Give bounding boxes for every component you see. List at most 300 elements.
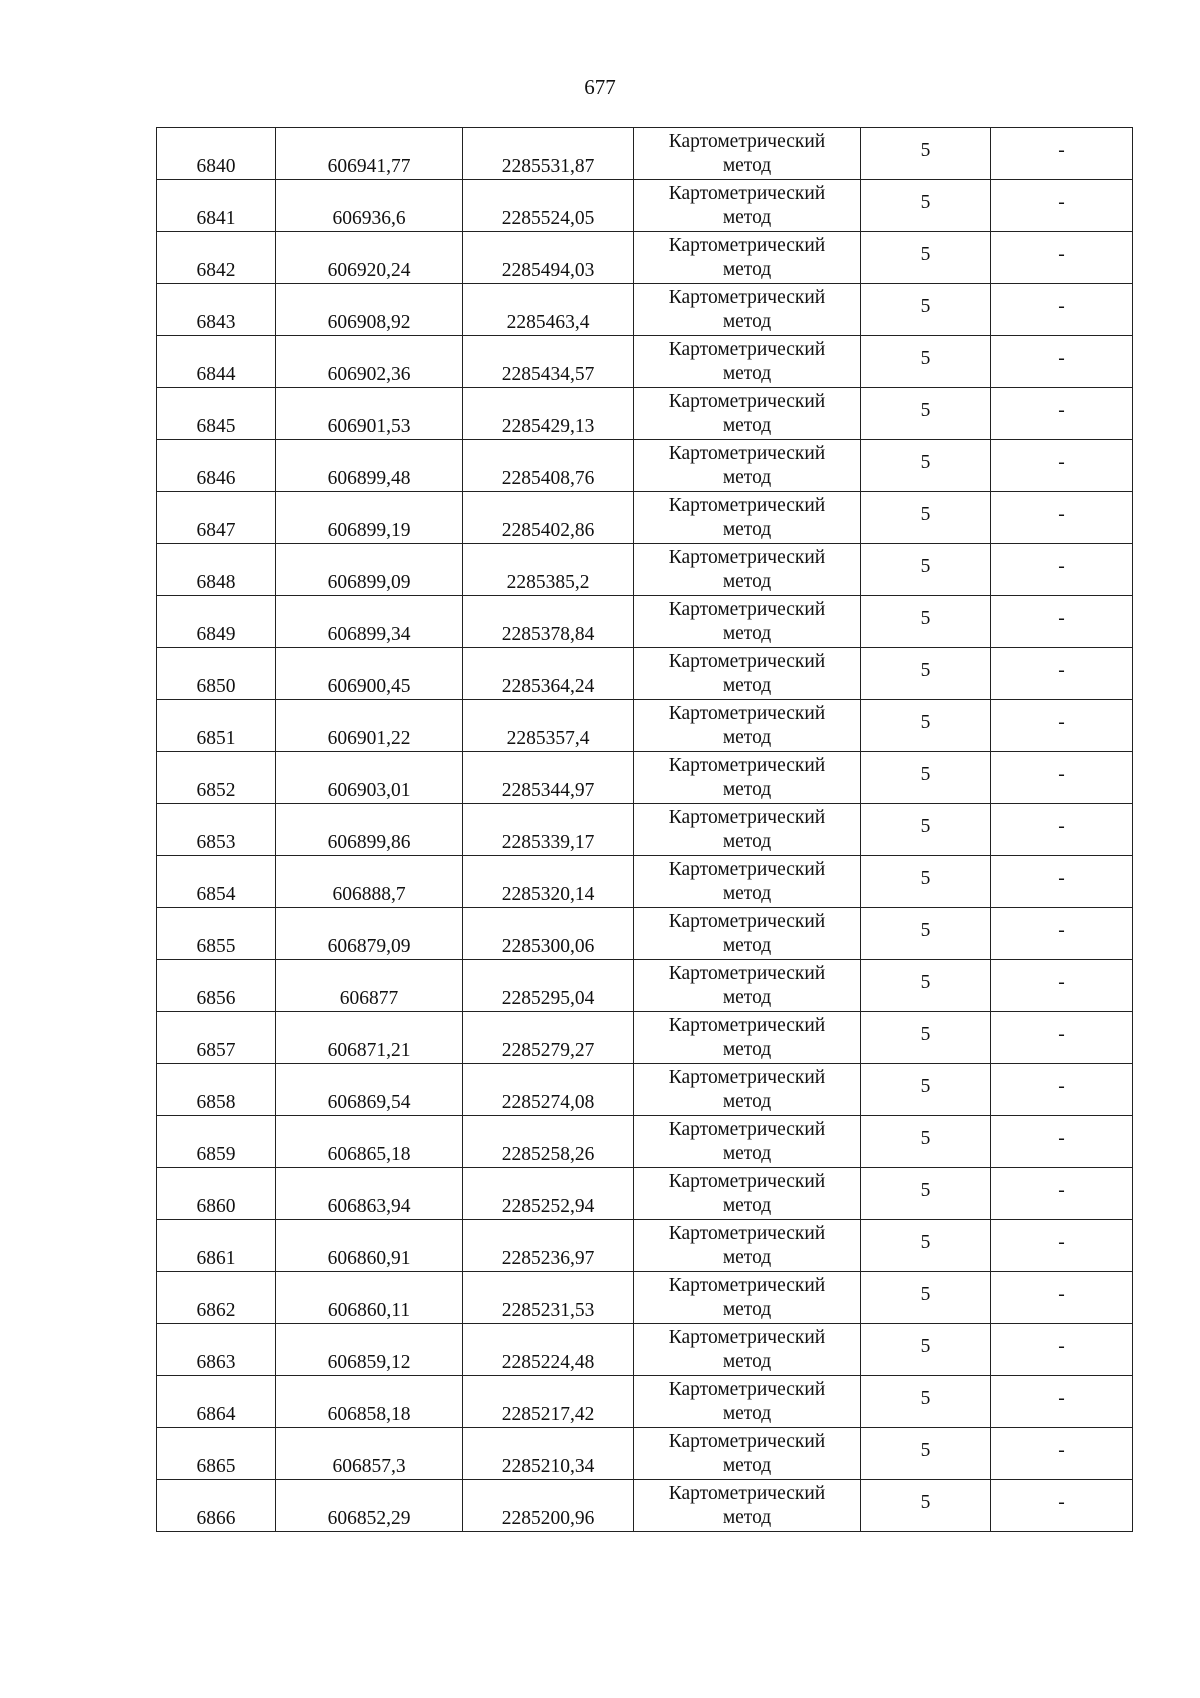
point-number-cell <box>157 128 276 180</box>
note-cell <box>991 284 1133 336</box>
point-number-cell <box>157 960 276 1012</box>
note-cell <box>991 1272 1133 1324</box>
accuracy-value: 5 <box>920 1491 931 1513</box>
coordinate-y-cell <box>463 1272 634 1324</box>
point-number-cell <box>157 1428 276 1480</box>
table-row <box>157 1168 1133 1220</box>
coordinate-x: 606936,6 <box>332 208 406 229</box>
point-number: 6845 <box>196 416 236 437</box>
accuracy-value: 5 <box>920 971 931 993</box>
method-cell <box>634 336 861 388</box>
note-value: - <box>1058 451 1065 473</box>
method-cell <box>634 1428 861 1480</box>
note-value: - <box>1058 139 1065 161</box>
note-value: - <box>1058 867 1065 889</box>
coordinate-y-cell <box>463 1012 634 1064</box>
note-cell <box>991 336 1133 388</box>
point-number-cell <box>157 440 276 492</box>
accuracy-cell <box>861 1428 991 1480</box>
table-row <box>157 232 1133 284</box>
note-value: - <box>1058 1023 1065 1045</box>
coordinate-x: 606858,18 <box>327 1404 411 1425</box>
method-line-2: метод <box>722 1090 772 1112</box>
method-line-2: метод <box>722 1246 772 1268</box>
method-line-1: Картометрический <box>668 1430 826 1452</box>
accuracy-cell <box>861 440 991 492</box>
method-line-2: метод <box>722 986 772 1008</box>
method-line-1: Картометрический <box>668 286 826 308</box>
point-number: 6850 <box>196 676 236 697</box>
accuracy-value: 5 <box>920 503 931 525</box>
note-cell <box>991 960 1133 1012</box>
coordinate-y-cell <box>463 128 634 180</box>
note-value: - <box>1058 1439 1065 1461</box>
accuracy-cell <box>861 648 991 700</box>
coordinate-y-cell <box>463 1220 634 1272</box>
coordinate-x-cell <box>276 440 463 492</box>
method-line-2: метод <box>722 1142 772 1164</box>
coordinate-y: 2285339,17 <box>501 832 595 853</box>
table-row <box>157 1480 1133 1532</box>
table-row <box>157 856 1133 908</box>
table-row <box>157 180 1133 232</box>
method-line-2: метод <box>722 830 772 852</box>
coordinate-y: 2285320,14 <box>501 884 595 905</box>
point-number: 6847 <box>196 520 236 541</box>
accuracy-cell <box>861 1272 991 1324</box>
coordinate-x: 606877 <box>339 988 399 1009</box>
point-number: 6856 <box>196 988 236 1009</box>
coordinate-x: 606920,24 <box>327 260 411 281</box>
coordinate-y: 2285231,53 <box>501 1300 595 1321</box>
point-number-cell <box>157 1116 276 1168</box>
method-line-1: Картометрический <box>668 442 826 464</box>
note-value: - <box>1058 971 1065 993</box>
coordinate-x-cell <box>276 1064 463 1116</box>
accuracy-cell <box>861 856 991 908</box>
coordinate-y: 2285385,2 <box>506 572 590 593</box>
coordinate-y-cell <box>463 596 634 648</box>
point-number-cell <box>157 1376 276 1428</box>
coordinate-y-cell <box>463 1376 634 1428</box>
coordinate-x-cell <box>276 596 463 648</box>
accuracy-cell <box>861 284 991 336</box>
table-row <box>157 1064 1133 1116</box>
method-cell <box>634 960 861 1012</box>
coordinate-y: 2285224,48 <box>501 1352 595 1373</box>
note-cell <box>991 1480 1133 1532</box>
table-row <box>157 128 1133 180</box>
table-row <box>157 752 1133 804</box>
coordinate-x-cell <box>276 648 463 700</box>
coordinate-x-cell <box>276 1116 463 1168</box>
table-row <box>157 284 1133 336</box>
note-value: - <box>1058 711 1065 733</box>
coordinate-y: 2285210,34 <box>501 1456 595 1477</box>
method-line-1: Картометрический <box>668 338 826 360</box>
point-number-cell <box>157 1272 276 1324</box>
point-number-cell <box>157 804 276 856</box>
note-value: - <box>1058 1283 1065 1305</box>
coordinate-y: 2285217,42 <box>501 1404 595 1425</box>
accuracy-cell <box>861 804 991 856</box>
coordinate-y-cell <box>463 1428 634 1480</box>
coordinate-y-cell <box>463 804 634 856</box>
note-cell <box>991 232 1133 284</box>
coordinate-y-cell <box>463 908 634 960</box>
method-line-1: Картометрический <box>668 1482 826 1504</box>
accuracy-cell <box>861 180 991 232</box>
coordinate-y-cell <box>463 1324 634 1376</box>
table-row <box>157 960 1133 1012</box>
coordinate-y: 2285344,97 <box>501 780 595 801</box>
coordinate-y-cell <box>463 752 634 804</box>
coordinate-x-cell <box>276 1272 463 1324</box>
coordinate-y-cell <box>463 336 634 388</box>
method-line-1: Картометрический <box>668 182 826 204</box>
note-cell <box>991 440 1133 492</box>
accuracy-value: 5 <box>920 867 931 889</box>
table-row <box>157 1376 1133 1428</box>
point-number-cell <box>157 648 276 700</box>
method-line-2: метод <box>722 362 772 384</box>
method-line-2: метод <box>722 674 772 696</box>
coordinate-x-cell <box>276 232 463 284</box>
coordinate-x-cell <box>276 908 463 960</box>
method-cell <box>634 908 861 960</box>
method-line-2: метод <box>722 1454 772 1476</box>
accuracy-cell <box>861 1220 991 1272</box>
method-cell <box>634 648 861 700</box>
method-line-1: Картометрический <box>668 1222 826 1244</box>
coordinate-x-cell <box>276 804 463 856</box>
coordinate-y: 2285252,94 <box>501 1196 595 1217</box>
point-number: 6861 <box>196 1248 236 1269</box>
coordinates-table <box>156 127 1133 1532</box>
accuracy-cell <box>861 752 991 804</box>
coordinates-table-body <box>157 128 1133 1532</box>
accuracy-cell <box>861 1168 991 1220</box>
method-cell <box>634 440 861 492</box>
coordinate-x: 606899,48 <box>327 468 411 489</box>
coordinate-y: 2285531,87 <box>501 156 595 177</box>
method-line-1: Картометрический <box>668 858 826 880</box>
accuracy-value: 5 <box>920 607 931 629</box>
method-cell <box>634 1220 861 1272</box>
coordinate-y-cell <box>463 1480 634 1532</box>
note-cell <box>991 1324 1133 1376</box>
method-cell <box>634 1168 861 1220</box>
accuracy-value: 5 <box>920 1023 931 1045</box>
method-line-2: метод <box>722 258 772 280</box>
coordinate-x: 606865,18 <box>327 1144 411 1165</box>
coordinate-x: 606869,54 <box>327 1092 411 1113</box>
coordinate-x-cell <box>276 180 463 232</box>
method-line-1: Картометрический <box>668 494 826 516</box>
table-row <box>157 648 1133 700</box>
note-cell <box>991 752 1133 804</box>
table-row <box>157 388 1133 440</box>
note-cell <box>991 1012 1133 1064</box>
coordinate-y: 2285429,13 <box>501 416 595 437</box>
coordinate-x-cell <box>276 1168 463 1220</box>
coordinate-x: 606899,34 <box>327 624 411 645</box>
note-value: - <box>1058 1127 1065 1149</box>
coordinate-x: 606863,94 <box>327 1196 411 1217</box>
accuracy-value: 5 <box>920 1283 931 1305</box>
table-row <box>157 1272 1133 1324</box>
accuracy-cell <box>861 700 991 752</box>
method-line-2: метод <box>722 414 772 436</box>
note-value: - <box>1058 1075 1065 1097</box>
note-value: - <box>1058 1491 1065 1513</box>
method-line-2: метод <box>722 1038 772 1060</box>
note-cell <box>991 700 1133 752</box>
coordinate-y: 2285279,27 <box>501 1040 595 1061</box>
table-row <box>157 1428 1133 1480</box>
note-value: - <box>1058 399 1065 421</box>
note-cell <box>991 128 1133 180</box>
coordinate-x-cell <box>276 1220 463 1272</box>
coordinate-y: 2285463,4 <box>506 312 590 333</box>
coordinate-y: 2285434,57 <box>501 364 595 385</box>
method-line-1: Картометрический <box>668 546 826 568</box>
note-cell <box>991 908 1133 960</box>
table-row <box>157 908 1133 960</box>
coordinate-y-cell <box>463 856 634 908</box>
accuracy-value: 5 <box>920 347 931 369</box>
accuracy-value: 5 <box>920 919 931 941</box>
method-cell <box>634 804 861 856</box>
note-cell <box>991 1116 1133 1168</box>
coordinate-x-cell <box>276 128 463 180</box>
accuracy-value: 5 <box>920 1075 931 1097</box>
accuracy-cell <box>861 1480 991 1532</box>
coordinate-x: 606860,91 <box>327 1248 411 1269</box>
accuracy-value: 5 <box>920 1127 931 1149</box>
method-line-2: метод <box>722 1350 772 1372</box>
method-cell <box>634 856 861 908</box>
coordinate-y-cell <box>463 544 634 596</box>
accuracy-value: 5 <box>920 659 931 681</box>
table-row <box>157 596 1133 648</box>
coordinate-x: 606941,77 <box>327 156 411 177</box>
table-row <box>157 1116 1133 1168</box>
note-cell <box>991 1376 1133 1428</box>
point-number: 6865 <box>196 1456 236 1477</box>
method-line-1: Картометрический <box>668 910 826 932</box>
method-line-1: Картометрический <box>668 1066 826 1088</box>
coordinate-y: 2285408,76 <box>501 468 595 489</box>
method-cell <box>634 1116 861 1168</box>
coordinate-y-cell <box>463 1168 634 1220</box>
table-row <box>157 544 1133 596</box>
method-line-2: метод <box>722 882 772 904</box>
accuracy-value: 5 <box>920 1231 931 1253</box>
method-cell <box>634 1012 861 1064</box>
point-number-cell <box>157 336 276 388</box>
accuracy-cell <box>861 336 991 388</box>
coordinate-y: 2285236,97 <box>501 1248 595 1269</box>
note-cell <box>991 180 1133 232</box>
point-number: 6858 <box>196 1092 236 1113</box>
note-value: - <box>1058 243 1065 265</box>
method-cell <box>634 492 861 544</box>
coordinate-x: 606871,21 <box>327 1040 411 1061</box>
point-number-cell <box>157 908 276 960</box>
point-number: 6860 <box>196 1196 236 1217</box>
accuracy-cell <box>861 388 991 440</box>
point-number: 6866 <box>196 1508 236 1529</box>
accuracy-cell <box>861 596 991 648</box>
note-cell <box>991 1428 1133 1480</box>
method-line-1: Картометрический <box>668 1118 826 1140</box>
method-line-1: Картометрический <box>668 702 826 724</box>
point-number: 6851 <box>196 728 236 749</box>
coordinate-x: 606852,29 <box>327 1508 411 1529</box>
point-number-cell <box>157 596 276 648</box>
coordinate-y: 2285364,24 <box>501 676 595 697</box>
coordinate-x: 606902,36 <box>327 364 411 385</box>
accuracy-cell <box>861 492 991 544</box>
accuracy-value: 5 <box>920 243 931 265</box>
method-cell <box>634 180 861 232</box>
method-line-2: метод <box>722 466 772 488</box>
table-row <box>157 492 1133 544</box>
note-value: - <box>1058 659 1065 681</box>
coordinate-y-cell <box>463 1064 634 1116</box>
page-number: 677 <box>584 75 616 99</box>
coordinate-x: 606903,01 <box>327 780 411 801</box>
method-line-2: метод <box>722 622 772 644</box>
note-cell <box>991 804 1133 856</box>
coordinate-x-cell <box>276 1324 463 1376</box>
point-number: 6859 <box>196 1144 236 1165</box>
note-cell <box>991 1168 1133 1220</box>
table-row <box>157 1324 1133 1376</box>
method-cell <box>634 284 861 336</box>
method-cell <box>634 752 861 804</box>
accuracy-cell <box>861 960 991 1012</box>
method-line-1: Картометрический <box>668 1014 826 1036</box>
coordinate-x: 606899,19 <box>327 520 411 541</box>
accuracy-cell <box>861 1324 991 1376</box>
method-line-2: метод <box>722 310 772 332</box>
accuracy-value: 5 <box>920 763 931 785</box>
coordinate-x: 606901,53 <box>327 416 411 437</box>
coordinate-y: 2285402,86 <box>501 520 595 541</box>
accuracy-value: 5 <box>920 191 931 213</box>
point-number-cell <box>157 700 276 752</box>
method-line-1: Картометрический <box>668 1274 826 1296</box>
point-number: 6857 <box>196 1040 236 1061</box>
table-row <box>157 336 1133 388</box>
method-line-1: Картометрический <box>668 650 826 672</box>
point-number-cell <box>157 1064 276 1116</box>
accuracy-cell <box>861 232 991 284</box>
method-line-2: метод <box>722 778 772 800</box>
method-cell <box>634 596 861 648</box>
accuracy-value: 5 <box>920 1335 931 1357</box>
accuracy-value: 5 <box>920 555 931 577</box>
note-value: - <box>1058 1335 1065 1357</box>
note-cell <box>991 856 1133 908</box>
coordinate-x-cell <box>276 388 463 440</box>
coordinate-x: 606908,92 <box>327 312 411 333</box>
method-line-1: Картометрический <box>668 754 826 776</box>
accuracy-value: 5 <box>920 295 931 317</box>
point-number-cell <box>157 232 276 284</box>
method-line-2: метод <box>722 154 772 176</box>
method-cell <box>634 544 861 596</box>
point-number-cell <box>157 544 276 596</box>
note-cell <box>991 388 1133 440</box>
coordinate-y-cell <box>463 180 634 232</box>
accuracy-cell <box>861 1064 991 1116</box>
point-number-cell <box>157 752 276 804</box>
point-number-cell <box>157 180 276 232</box>
method-line-2: метод <box>722 1298 772 1320</box>
point-number: 6852 <box>196 780 236 801</box>
accuracy-cell <box>861 908 991 960</box>
accuracy-value: 5 <box>920 139 931 161</box>
coordinate-x-cell <box>276 544 463 596</box>
coordinate-y-cell <box>463 492 634 544</box>
coordinate-y: 2285494,03 <box>501 260 595 281</box>
coordinate-y: 2285378,84 <box>501 624 595 645</box>
note-cell <box>991 492 1133 544</box>
note-value: - <box>1058 503 1065 525</box>
coordinate-x: 606900,45 <box>327 676 411 697</box>
method-cell <box>634 1480 861 1532</box>
method-line-1: Картометрический <box>668 806 826 828</box>
accuracy-value: 5 <box>920 815 931 837</box>
coordinate-y: 2285357,4 <box>506 728 590 749</box>
coordinate-y-cell <box>463 960 634 1012</box>
note-value: - <box>1058 763 1065 785</box>
method-line-2: метод <box>722 726 772 748</box>
coordinate-y-cell <box>463 388 634 440</box>
table-row <box>157 1012 1133 1064</box>
note-cell <box>991 648 1133 700</box>
coordinate-x-cell <box>276 856 463 908</box>
point-number: 6842 <box>196 260 236 281</box>
accuracy-value: 5 <box>920 1439 931 1461</box>
coordinate-y-cell <box>463 284 634 336</box>
coordinate-y: 2285295,04 <box>501 988 595 1009</box>
coordinate-x-cell <box>276 700 463 752</box>
coordinate-x: 606860,11 <box>327 1300 411 1321</box>
accuracy-value: 5 <box>920 711 931 733</box>
method-line-1: Картометрический <box>668 1170 826 1192</box>
method-line-1: Картометрический <box>668 1326 826 1348</box>
coordinate-y-cell <box>463 700 634 752</box>
method-cell <box>634 388 861 440</box>
table-row <box>157 700 1133 752</box>
coordinate-y-cell <box>463 440 634 492</box>
coordinate-x: 606857,3 <box>332 1456 406 1477</box>
note-value: - <box>1058 815 1065 837</box>
accuracy-value: 5 <box>920 1387 931 1409</box>
method-line-1: Картометрический <box>668 390 826 412</box>
coordinate-x-cell <box>276 960 463 1012</box>
point-number-cell <box>157 388 276 440</box>
point-number: 6844 <box>196 364 236 385</box>
method-line-2: метод <box>722 1506 772 1528</box>
coordinate-x: 606859,12 <box>327 1352 411 1373</box>
point-number-cell <box>157 284 276 336</box>
method-cell <box>634 1324 861 1376</box>
